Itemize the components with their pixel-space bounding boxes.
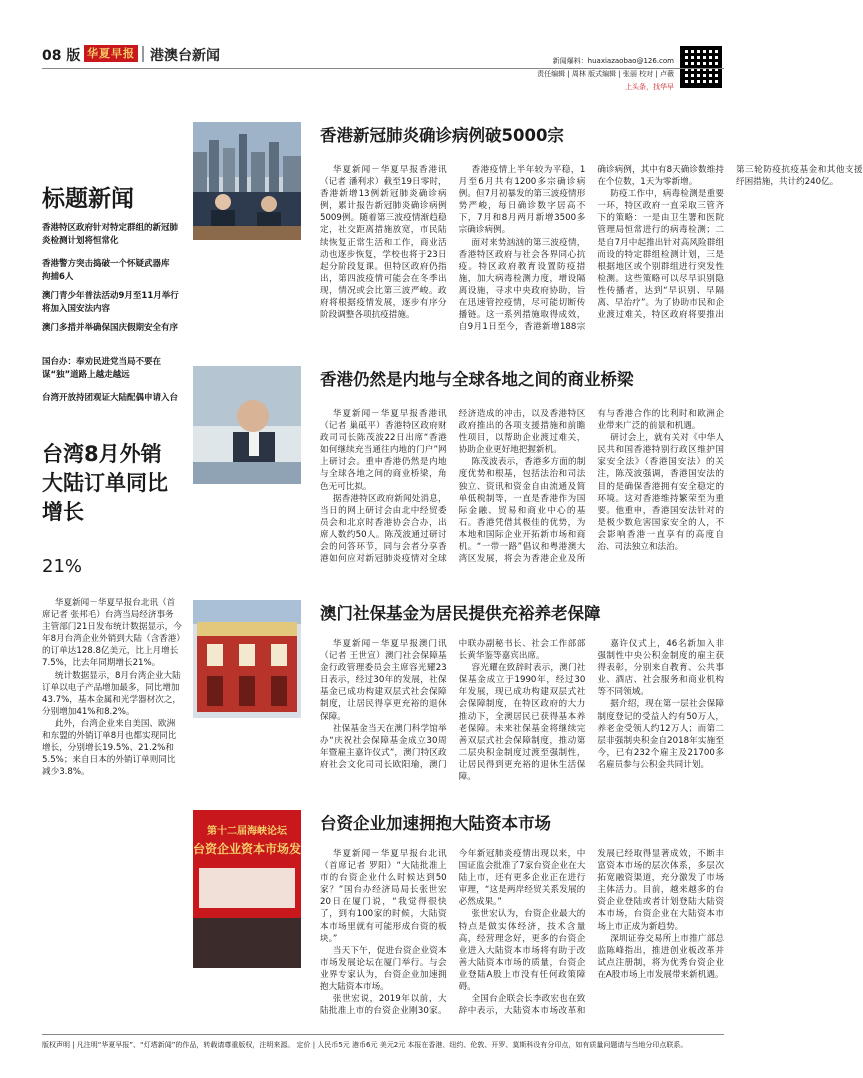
footer-rule [42,1034,724,1035]
sidebar-story-title: 台湾8月外销大陆订单同比增长 [42,442,168,524]
section-title: 港澳台新闻 [150,48,220,64]
banner-panel [199,868,295,908]
paragraph: 华夏新闻－华夏早报澳门讯（记者 王世宣）澳门社会保障基金行政管理委员会主席容光耀23日表示，经过30年的发展，社保基金已成功构建双层式社会保障制度，让居民得享更充裕的退休保障。 [320,639,447,722]
paragraph: 防疫工作中，病毒检测是重要一环，特区政府一直采取三管齐下的策略：一是由卫生署和医院管理局恒常进行的病毒检测；二是自7月中起推出针对高风险群组而设的特定群组检测计划，三是根据地区或个别群组进行突发性检测。这些策略可以尽早识别隐性传播者，达到“早识别、早隔离、早治疗”。为了协助市民和企业渡过难关，特区政府将要推出第三轮防疫抗疫基金和其他支援纾困措施，共计约240亿。 [597,165,863,321]
article-title[interactable]: 香港新冠肺炎确诊病例破5000宗 [320,126,564,145]
speaker-photo [193,366,301,484]
contact-email: 新闻爆料：huaxiazaobao@126.com [552,57,674,65]
press-conference-photo [193,122,301,240]
paragraph: 全国台企联会长李政宏也在致辞中表示，大陆资本市场改革和发展已经取得显著成效，不断丰富资本市场的层次体系，多层次拓宽融资渠道，充分激发了市场主体活力。目前，越来越多的台资企业登陆或者计划登陆大陆资本市场，台资企业在大陆资本市场上市正成为新趋势。 [458,849,724,1017]
copyright-footer: 版权声明 | 凡注明“华夏早报”、“灯塔新闻”的作品，转载请尊重版权，注明来源。 定价 | 人民币5元 港币6元 美元2元 本报在香港、纽约、伦敦、开罗、莫斯科设有分印点，如有质量问题请与当地分印点联系。 [42,1041,688,1049]
headline-item[interactable]: 香港警方突击捣破一个怀疑武器库 拘捕6人 [42,259,170,282]
paragraph: 此外，台湾企业来自美国、欧洲和东盟的外销订单8月也都实现同比增长，分别增长19.5%、21.2%和5.5%；来自日本的外销订单则同比减少3.8%。 [42,718,177,778]
paragraph: 据介绍，现在第一层社会保障制度登记的受益人约有50万人，养老金受领人约12万人；而第二层非强制央积金自2018年实施至今，已有232个雇主及21700多名雇员参与公积金共同计划。 [597,699,724,770]
article-body [320,408,724,588]
editor-credits: 责任编辑 | 周林 版式编辑 | 张丽 校对 | 卢薇 [537,70,674,78]
forum-banner-text: 第十二届海峡论坛 [207,826,287,837]
paragraph: 面对来势汹汹的第三波疫情，香港特区政府与社会各界同心抗疫。特区政府教育设置防疫措施，加大病毒检测力度，增设隔离设施，寻求中央政府协助，旨在迅速管控疫情，尽可能切断传播链。这一系列措施取得成效，自9月1日至今，香港新增188宗确诊病例，其中有8天确诊数维持在个位数，1天为零新增。 [458,165,724,333]
article-title[interactable]: 台资企业加速拥抱大陆资本市场 [320,814,551,833]
article-photo [193,366,301,484]
qr-code-icon [680,46,722,88]
newspaper-logo: 华夏早报 [84,45,138,62]
article-body [320,848,724,1028]
paragraph: 研讨会上，就有关对《中华人民共和国香港特别行政区维护国家安全法》（香港国安法）的关注，陈茂波强调，香港国安法的目的是确保香港拥有安全稳定的环境。这对香港维持繁荣至为重要。他重申，香港国安法针对的是极少数危害国家安全的人，不会影响香港一直享有的高度自治、司法独立和法治。 [597,433,724,553]
header-divider [142,46,144,62]
paragraph: 香港疫情上半年较为平稳，1月至6月共有1200多宗确诊病例。但7月初暴发的第三波疫情形势严峻，每日确诊数字居高不下，7月和8月两月新增3500多宗确诊病例。 [458,165,586,236]
paragraph: 陈茂波表示，香港多方面的制度优势和根基，包括法治和司法独立、资讯和资金自由流通及简单低税制等，一直是香港作为国际金融、贸易和商业中心的基石。香港凭借其极佳的优势，为本地和国际企业开拓新市场和商机。“一带一路”倡议和粤港澳大湾区发展，将会为香港企业及所有与香港合作的比利时和欧洲企业带来广泛的前景和机遇。 [458,409,724,565]
paragraph: 当天下午，促进台资企业资本市场发展论坛在厦门举行。与会业界专家认为，台资企业加速拥抱大陆资本市场。 [320,945,447,993]
article-title[interactable]: 香港仍然是内地与全球各地之间的商业桥梁 [320,370,634,389]
audience-area [193,918,301,968]
headlines-title: 标题新闻 [42,186,134,212]
paragraph: 社保基金当天在澳门科学馆举办“庆祝社会保障基金成立30周年暨雇主嘉许仪式”，澳门特区政府社会文化司司长欧阳瑜，澳门中联办副秘书长、社会工作部部长黄华鉴等嘉宾出席。 [320,639,586,770]
page-number: 08 版 [42,48,81,64]
paragraph: 嘉许仪式上，46名新加入非强制性中央公积金制度的雇主获得表彰，分别来自教育、公共事业、酒店、社会服务和商业机构等不同领域。 [597,639,724,698]
header-rule [42,68,724,69]
paragraph: 华夏新闻－华夏早报台北讯（首席记者 张邦毛）台湾当局经济事务主管部门21日发布统计数据显示，今年8月台湾企业外销到大陆（含香港）的订单达128.8亿美元，比上月增长7.5%，比去年同期增长21%。 [42,598,182,669]
article-body [320,164,863,336]
paragraph: 深圳证券交易所上市推广部总监陈峰指出，推进创业板改革并试点注册制，将为优秀台资企业在A股市场上市发展带来新机遇。 [597,933,724,980]
sidebar-story-subtitle: 21% [42,556,83,577]
headline-item[interactable]: 澳门多措并举确保国庆假期安全有序 [42,323,179,333]
paragraph: 张世宏认为，台资企业最大的特点是做实体经济，技术含量高，经营理念好，更多的台资企业进入大陆资本市场将有助于改善大陆资本市场的质量，台资企业登陆A股上市没有任何政策障碍。 [458,909,586,993]
article-photo [193,122,301,240]
forum-banner-text: 台资企业资本市场发 [193,842,302,856]
paragraph: 华夏新闻－华夏早报香港讯（记者 潘利求）截至19日零时，香港新增13例新冠肺炎确诊病例，累计报告新冠肺炎确诊病例5009例。随着第三波疫情渐趋稳定，社交距离措施放宽，市民陆续恢复正常生活和工作，商业活动也逐步恢复，学校也将于23日起分阶段复课。但特区政府仍指出，第四波疫情可能会在冬季出现，情况或会比第三波严峻。政府将根据疫情发展，逐步有序分阶段调整各项抗疫措施。 [320,165,447,321]
headline-item[interactable]: 香港特区政府针对特定群组的新冠肺炎检测计划将恒常化 [42,223,179,246]
paragraph: 华夏新闻－华夏早报香港讯（记者 巢砥平）香港特区政府财政司司长陈茂波22日出席“香港如何继续充当通往内地的门户”网上研讨会。重申香港仍然是内地与全球各地之间的商业桥梁，角色无可比拟。 [320,409,447,492]
article-body [320,638,724,784]
headline-item[interactable]: 澳门青少年普法活动9月至11月举行 将加入国安法内容 [42,291,179,314]
paragraph: 据香港特区政府新闻处消息，当日的网上研讨会由北中经贸委员会和北京时香港协会合办，出席人数约50人。陈茂波通过研讨会的问答环节，同与会者分享香港如何应对新冠肺炎疫情对全球经济造成的冲击，以及香港特区政府推出的各项支援措施和前瞻性项目，以帮助企业渡过难关，协助企业更好地把握新机。 [320,409,586,565]
paragraph: 统计数据显示，8月台湾企业大陆订单以电子产品增加最多，同比增加43.7%，基本金属和光学器材次之，分别增加41%和8.2%。 [42,670,182,717]
slogan: 上头条，找华早 [625,83,674,91]
headline-item[interactable]: 台湾开放持团观证大陆配偶申请入台 [42,393,179,403]
article-photo [193,810,301,968]
article-title[interactable]: 澳门社保基金为居民提供充裕养老保障 [320,604,601,623]
headline-item[interactable]: 国台办：奉劝民进党当局不要在谋“独”道路上越走越远 [42,357,162,380]
paragraph: 华夏新闻－华夏早报台北讯（首席记者 罗阳）“大陆批准上市的台资企业什么时候达到50家？”国台办经济局局长张世宏20日在厦门说，“我觉得很快了，到有100家的时候，大陆资本市场里就有可能形成台资的板块。” [320,849,447,944]
article-photo [193,600,301,718]
paragraph: 张世宏说，2019年以前，大陆批准上市的台资企业刚30家。今年新冠肺炎疫情出现以来，中国证监会批准了7家台资企业在大陆上市，还有更多企业正在进行审理，“这是两岸经贸关系发展的必然成果。” [320,849,586,1017]
building-photo [193,600,301,718]
sidebar-story-body [42,597,182,778]
paragraph: 容光耀在致辞时表示，澳门社保基金成立于1990年，经过30年发展，现已成功构建双层式社会保障制度，在特区政府的大力推动下，全澳居民已获得基本养老保障。未来社保基金将继续完善双层式社会保障制度，推动第二层央积金制度过渡至强制性，让居民得到更充裕的退休生活保障。 [458,663,586,783]
